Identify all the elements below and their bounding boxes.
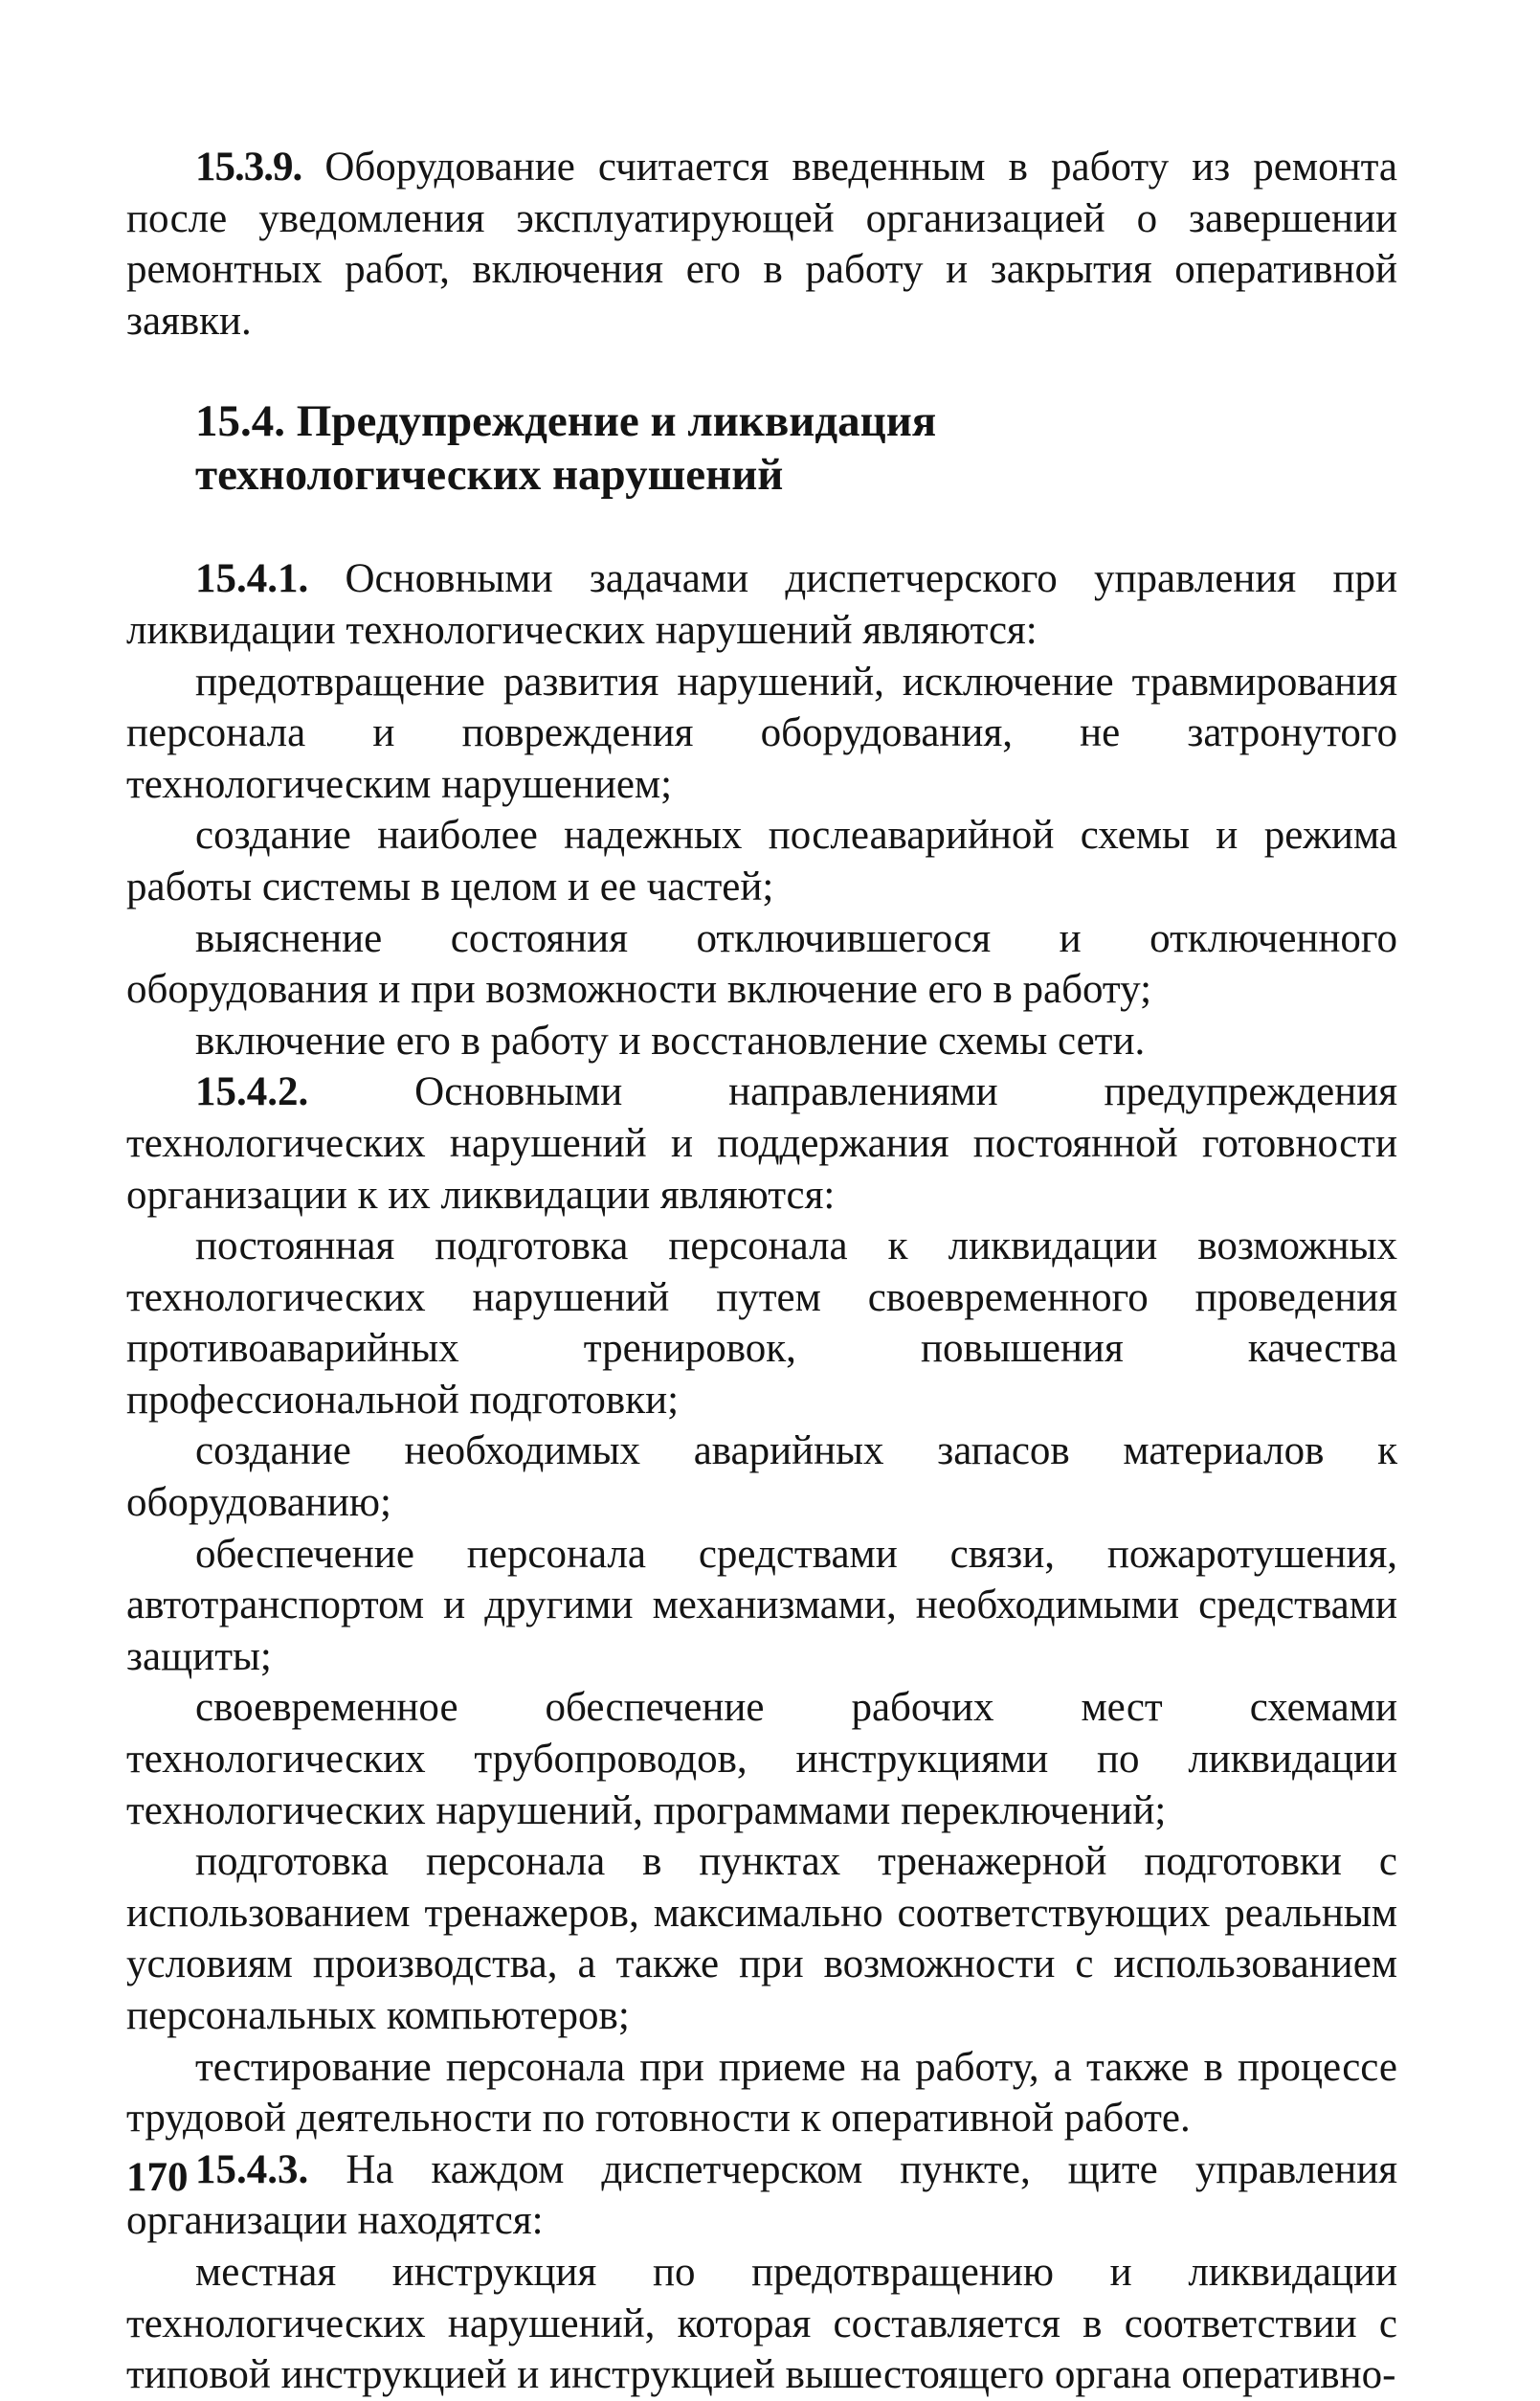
list-item: местная инструкция по предотвращению и ликвидации технологических нарушений, которая составляется в соответствии с типовой инструкцией и инструкцией вышестоящего органа оперативно- <box>126 2249 1397 2398</box>
list-item: тестирование персонала при приеме на работу, а также в процессе трудовой деятельности по готовности к оперативной работе. <box>126 2044 1397 2142</box>
section-heading <box>195 394 1397 502</box>
paragraph-15-3-9 <box>126 142 1397 347</box>
section-heading-line-2: технологических нарушений <box>195 450 784 501</box>
clause-number: 15.4.2. <box>195 1069 309 1115</box>
clause-number: 15.4.3. <box>195 2146 309 2192</box>
list-item: создание необходимых аварийных запасов материалов к оборудованию; <box>126 1428 1397 1526</box>
clause-text: Основными задачами диспетчерского управления при ликвидации технологических нарушений являются: <box>126 556 1397 653</box>
paragraph-15-4-3 <box>126 2144 1397 2247</box>
list-item: включение его в работу и восстановление схемы сети. <box>195 1018 1146 1064</box>
paragraph-15-4-1 <box>126 553 1397 656</box>
list-item: постоянная подготовка персонала к ликвидации возможных технологических нарушений путем своевременного проведения противоаварийных тренировок, повышения качества профессиональной подготовки; <box>126 1223 1397 1423</box>
clause-number: 15.4.1. <box>195 556 309 602</box>
clause-text: Оборудование считается введенным в работу из ремонта после уведомления эксплуатирующей организацией о завершении ремонтных работ, включения его в работу и закрытия оперативной заявки. <box>126 145 1397 344</box>
clause-number: 15.3.9. <box>195 145 302 190</box>
page-number: 170 <box>126 2155 189 2200</box>
list-item: подготовка персонала в пунктах тренажерной подготовки с использованием тренажеров, максимально соответствующих реальным условиям производства, а также при возможности с использованием персональных компьютеров; <box>126 1839 1397 2038</box>
page-body <box>126 142 1397 2401</box>
list-item: создание наиболее надежных послеаварийной схемы и режима работы системы в целом и ее частей; <box>126 813 1397 909</box>
clause-text: Основными направлениями предупреждения технологических нарушений и поддержания постоянной готовности организации к их ликвидации являются: <box>126 1069 1397 1218</box>
list-item: обеспечение персонала средствами связи, пожаротушения, автотранспортом и другими механизмами, необходимыми средствами защиты; <box>126 1531 1397 1679</box>
clause-text: На каждом диспетчерском пункте, щите управления организации находятся: <box>126 2146 1397 2244</box>
list-item: выяснение состояния отключившегося и отключенного оборудования и при возможности включение его в работу; <box>126 915 1397 1013</box>
section-heading-line-1: 15.4. Предупреждение и ликвидация <box>195 396 937 447</box>
list-item: своевременное обеспечение рабочих мест схемами технологических трубопроводов, инструкциями по ликвидации технологических нарушений, программами переключений; <box>126 1685 1397 1833</box>
list-item: предотвращение развития нарушений, исключение травмирования персонала и повреждения оборудования, не затронутого технологическим нарушением; <box>126 659 1397 807</box>
paragraph-15-4-2 <box>126 1066 1397 1221</box>
